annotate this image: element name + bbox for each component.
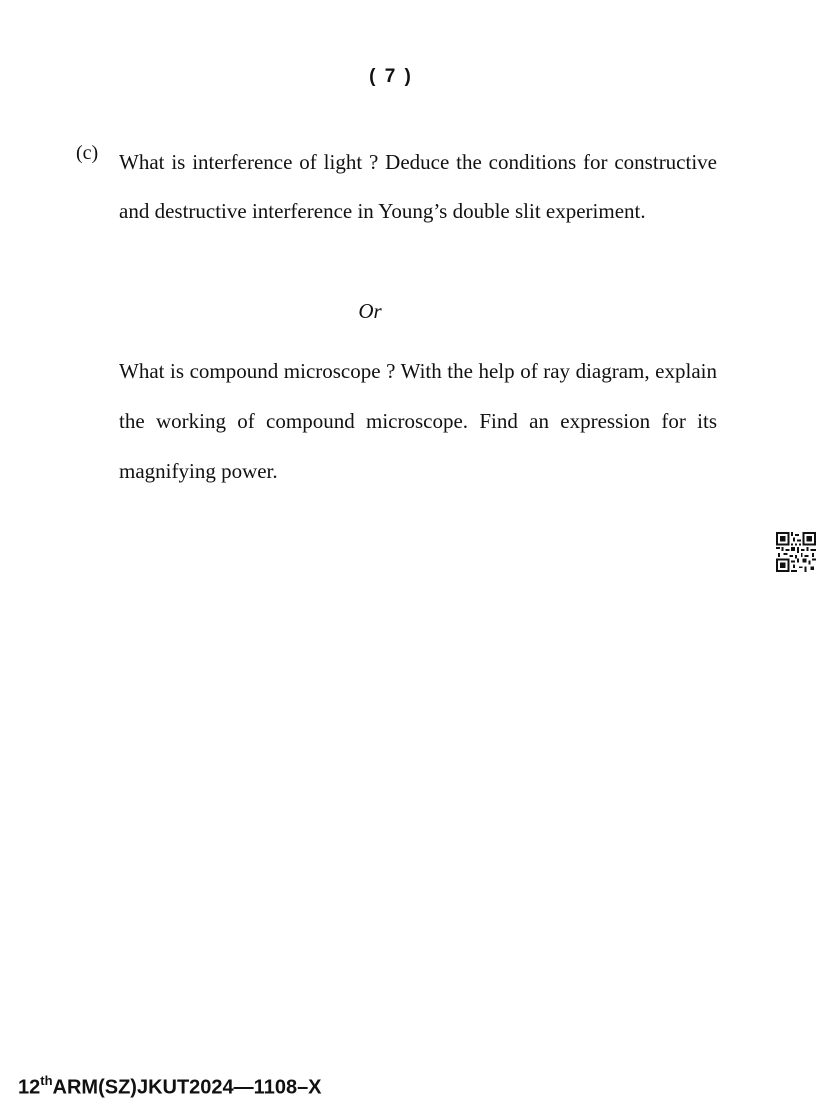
or-separator: Or bbox=[358, 299, 382, 323]
question-text: What is interference of light ? Deduce the conditions for constructive and destructive interference in Young’s double slit experiment. bbox=[119, 150, 717, 223]
footer-cut-off-text bbox=[20, 1100, 140, 1106]
page-number: ( 7 ) bbox=[369, 66, 413, 87]
alternative-question-text: What is compound microscope ? With the help of ray diagram, explain the working of compound microscope. Find an expression for its magnifying power. bbox=[119, 359, 717, 483]
qr-code-icon bbox=[776, 532, 816, 572]
footer-paper-code: 12thARM(SZ)JKUT2024—1108–X bbox=[18, 1073, 322, 1099]
question-label: (c) bbox=[76, 142, 99, 164]
